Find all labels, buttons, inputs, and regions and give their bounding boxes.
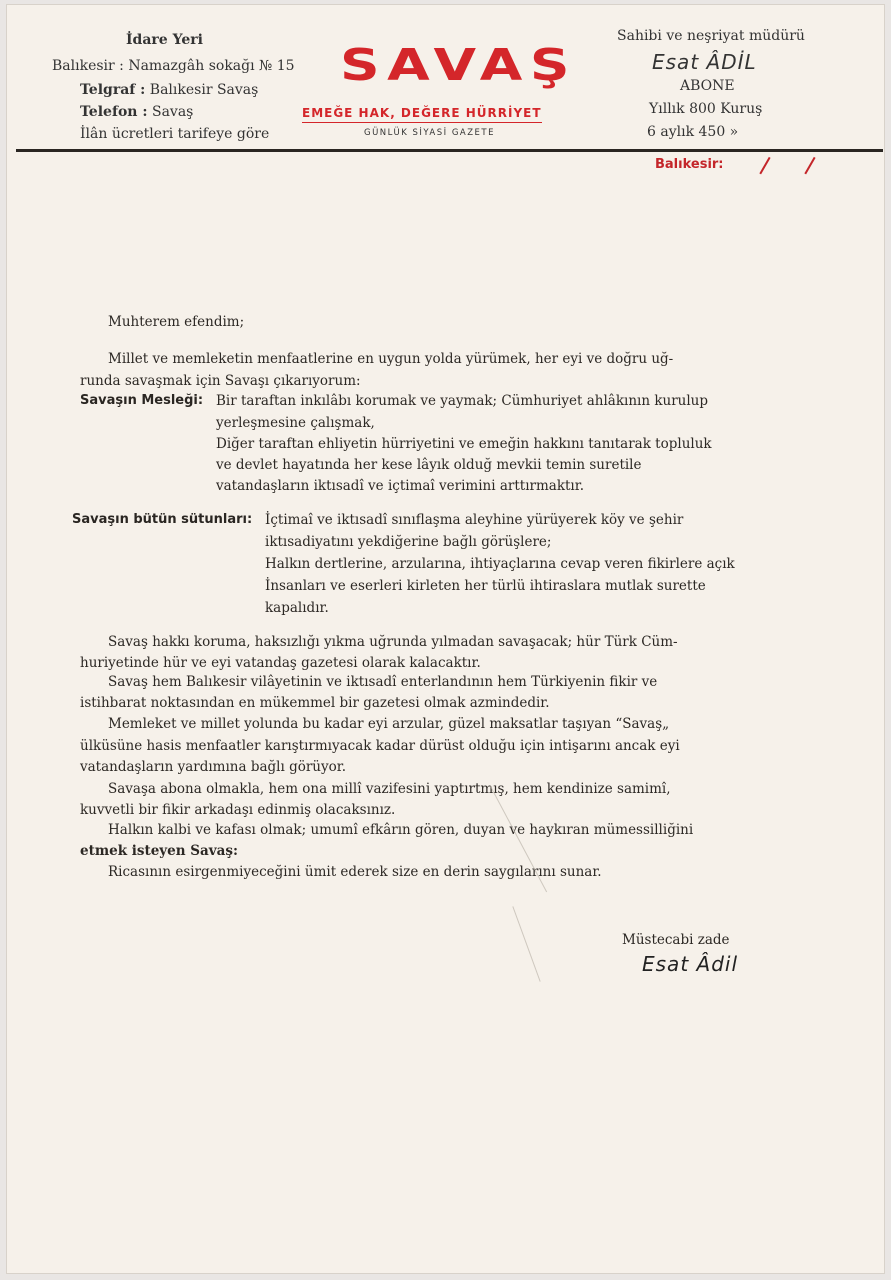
intro-line: Millet ve memleketin menfaatlerine en uygun yolda yürümek, her eyi ve doğru uğ- — [108, 351, 674, 367]
header-rule — [16, 149, 883, 152]
date-slash — [804, 157, 815, 174]
body-line: Memleket ve millet yolunda bu kadar eyi arzular, güzel maksatlar taşıyan “Savaş„ — [108, 716, 670, 732]
newspaper-logo: SAVAŞ — [340, 40, 577, 91]
telegraph-value: Balıkesir Savaş — [149, 82, 259, 98]
mission-line: Bir taraftan inkılâbı korumak ve yaymak; Cümhuriyet ahlâkının kurulup — [216, 393, 708, 409]
columns-line: Halkın dertlerine, arzularına, ihtiyaçlarına cevap veren fikirlere açık — [265, 556, 735, 572]
signature: Esat Âdil — [642, 952, 739, 976]
columns-line: kapalıdır. — [265, 600, 329, 616]
office-address: Balıkesir : Namazgâh sokağı № 15 — [52, 58, 295, 74]
body-line: Ricasının esirgenmiyeceğini ümit ederek size en derin saygılarını sunar. — [108, 864, 602, 880]
columns-line: iktısadiyatını yekdiğerine bağlı görüşlere; — [265, 534, 552, 550]
body-line: etmek isteyen Savaş: — [80, 843, 238, 859]
mission-line: vatandaşların iktısadî ve içtimaî verimini arttırmaktır. — [216, 478, 585, 494]
office-title: İdare Yeri — [126, 32, 203, 48]
columns-line: İçtimaî ve iktısadî sınıflaşma aleyhine yürüyerek köy ve şehir — [265, 512, 684, 528]
ads-info: İlân ücretleri tarifeye göre — [80, 126, 270, 142]
letter-page — [6, 4, 885, 1274]
body-line: vatandaşların yardımına bağlı görüyor. — [80, 759, 347, 775]
mission-line: ve devlet hayatında her kese lâyık olduğ mevkii temin suretile — [216, 457, 642, 473]
body-line: Savaş hem Balıkesir vilâyetinin ve iktısadî enterlandının hem Türkiyenin fikir ve — [108, 674, 658, 690]
body-line: Savaşa abona olmakla, hem ona millî vazifesini yaptırtmış, hem kendinize samimî, — [108, 781, 671, 797]
six-month-price: 6 aylık 450 » — [647, 124, 739, 140]
newspaper-motto: EMEĞE HAK, DEĞERE HÜRRİYET — [302, 106, 542, 123]
mission-line: Diğer taraftan ehliyetin hürriyetini ve emeğin hakkını tanıtarak topluluk — [216, 436, 712, 452]
subscription-title: ABONE — [680, 78, 735, 94]
phone-label: Telefon : — [80, 104, 148, 120]
owner-title: Sahibi ve neşriyat müdürü — [617, 28, 805, 44]
closing-line: Müstecabi zade — [622, 932, 730, 948]
mission-line: yerleşmesine çalışmak, — [216, 415, 375, 431]
body-line: Savaş hakkı koruma, haksızlığı yıkma uğrunda yılmadan savaşacak; hür Türk Cüm- — [108, 634, 678, 650]
salutation: Muhterem efendim; — [108, 314, 245, 330]
owner-name: Esat ÂDİL — [652, 50, 757, 74]
phone-line — [80, 104, 193, 120]
intro-line: runda savaşmak için Savaşı çıkarıyorum: — [80, 373, 361, 389]
date-label: Balıkesir: — [655, 157, 724, 172]
date-slash — [759, 157, 770, 174]
columns-line: İnsanları ve eserleri kirleten her türlü ihtiraslara mutlak surette — [265, 578, 706, 594]
columns-label: Savaşın bütün sütunları: — [72, 512, 253, 527]
body-line: ülküsüne hasis menfaatler karıştırmıyacak kadar dürüst olduğu için intişarını ancak eyi — [80, 738, 680, 754]
newspaper-subtitle: GÜNLÜK SİYASİ GAZETE — [364, 128, 495, 138]
body-line: Halkın kalbi ve kafası olmak; umumî efkârın gören, duyan ve haykıran mümessilliğini — [108, 822, 694, 838]
yearly-price: Yıllık 800 Kuruş — [649, 101, 763, 117]
body-line: huriyetinde hür ve eyi vatandaş gazetesi olarak kalacaktır. — [80, 655, 481, 671]
telegraph-line — [80, 82, 258, 98]
body-line: istihbarat noktasından en mükemmel bir gazetesi olmak azmindedir. — [80, 695, 550, 711]
telegraph-label: Telgraf : — [80, 82, 146, 98]
body-line: kuvvetli bir fikir arkadaşı edinmiş olacaksınız. — [80, 802, 396, 818]
phone-value: Savaş — [151, 104, 194, 120]
paper-scratch — [512, 906, 540, 982]
mission-label: Savaşın Mesleği: — [80, 393, 204, 408]
